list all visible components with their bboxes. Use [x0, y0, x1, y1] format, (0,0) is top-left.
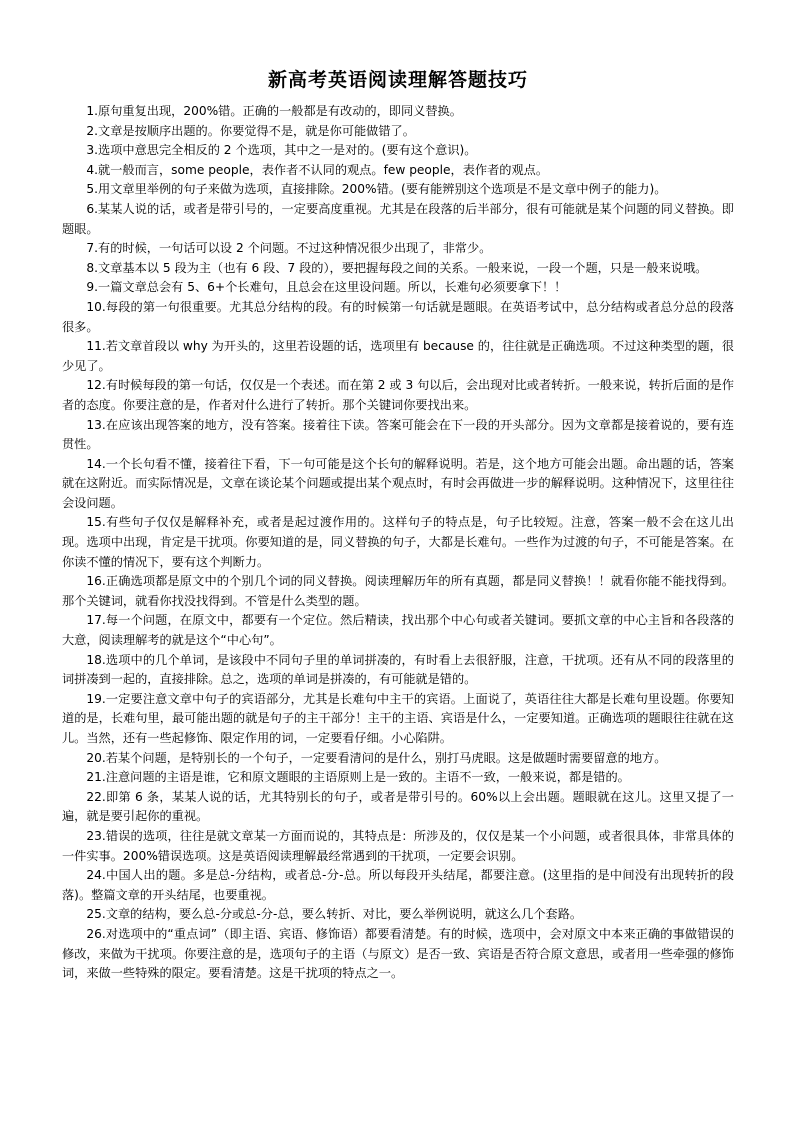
tip-item: 15.有些句子仅仅是解释补充，或者是起过渡作用的。这样句子的特点是，句子比较短。注意，答案一般不会在这儿出现。选项中出现，肯定是干扰项。你要知道的是，同义替换的句子，大都是长难句。一些作为过渡的句子，不可能是答案。在你读不懂的情况下，要有这个判断力。: [62, 515, 734, 569]
document-page: [62, 66, 734, 984]
tip-item: 19.一定要注意文章中句子的宾语部分，尤其是长难句中主干的宾语。上面说了，英语往往大都是长难句里设题。你要知道的是，长难句里，最可能出题的就是句子的主干部分！主干的主语、宾语是什么，一定要知道。正确选项的题眼往往就在这儿。当然，还有一些起修饰、限定作用的词，一定要看仔细。小心陷阱。: [62, 691, 734, 745]
tip-item: 4.就一般而言，some people，表作者不认同的观点。few people，表作者的观点。: [86, 162, 549, 177]
tip-item: 21.注意问题的主语是谁，它和原文题眼的主语原则上是一致的。主语不一致，一般来说，都是错的。: [86, 770, 630, 785]
tip-item: 10.每段的第一句很重要。尤其总分结构的段。有的时候第一句话就是题眼。在英语考试中，总分结构或者总分总的段落很多。: [62, 299, 734, 334]
tip-item: 25.文章的结构，要么总-分或总-分-总，要么转折、对比，要么举例说明，就这么几个套路。: [86, 907, 583, 922]
tip-item: 6.某某人说的话，或者是带引号的，一定要高度重视。尤其是在段落的后半部分，很有可能就是某个问题的同义替换。即题眼。: [62, 201, 734, 236]
tip-item: 13.在应该出现答案的地方，没有答案。接着往下读。答案可能会在下一段的开头部分。因为文章都是接着说的，要有连贯性。: [62, 417, 734, 452]
tip-item: 14.一个长句看不懂，接着往下看，下一句可能是这个长句的解释说明。若是，这个地方可能会出题。命出题的话，答案就在这附近。而实际情况是，文章在谈论某个问题或提出某个观点时，有时会再做进一步的解释说明。这种情况下，这里往往会设问题。: [62, 456, 734, 510]
tip-item: 8.文章基本以 5 段为主（也有 6 段、7 段的），要把握每段之间的关系。一般来说，一段一个题，只是一般来说哦。: [86, 260, 708, 275]
tip-item: 20.若某个问题，是特别长的一个句子，一定要看清问的是什么，别打马虎眼。这是做题时需要留意的地方。: [86, 750, 667, 765]
tip-item: 24.中国人出的题。多是总-分结构，或者总-分-总。所以每段开头结尾，都要注意。(这里指的是中间没有出现转折的段落)。整篇文章的开头结尾，也要重视。: [62, 868, 734, 902]
tip-item: 2.文章是按顺序出题的。你要觉得不是，就是你可能做错了。: [86, 123, 415, 138]
tip-item: 26.对选项中的“重点词”（即主语、宾语、修饰语）都要看清楚。有的时候，选项中，会对原文中本来正确的事做错误的修改，来做为干扰项。你要注意的是，选项句子的主语（与原文）是否一致、宾语是否符合原文意思，或者用一些牵强的修饰词，来做一些特殊的限定。要看清楚。这是干扰项的特点之一。: [62, 926, 734, 981]
tip-item: 16.正确选项都是原文中的个别几个词的同义替换。阅读理解历年的所有真题，都是同义替换！！就看你能不能找得到。那个关键词，就看你找没找得到。不管是什么类型的题。: [62, 574, 734, 608]
tip-item: 12.有时候每段的第一句话，仅仅是一个表述。而在第 2 或 3 句以后，会出现对比或者转折。一般来说，转折后面的是作者的态度。你要注意的是，作者对什么进行了转折。那个关键词你要找出来。: [62, 378, 734, 412]
tip-item: 5.用文章里举例的句子来做为选项，直接排除。200%错。(要有能辨别这个选项是不是文章中例子的能力)。: [86, 182, 667, 197]
tip-item: 1.原句重复出现，200%错。正确的一般都是有改动的，即同义替换。: [86, 104, 462, 118]
tips-list: [62, 102, 734, 984]
document-title: 新高考英语阅读理解答题技巧: [267, 69, 528, 91]
tip-item: 22.即第 6 条，某某人说的话，尤其特别长的句子，或者是带引号的。60%以上会出题。题眼就在这儿。这里又提了一遍，就是要引起你的重视。: [62, 789, 734, 824]
tip-item: 11.若文章首段以 why 为开头的，这里若设题的话，选项里有 because 的，往往就是正确选项。不过这种类型的题，很少见了。: [62, 339, 734, 373]
tip-item: 7.有的时候，一句话可以设 2 个问题。不过这种情况很少出现了，非常少。: [86, 241, 492, 256]
tip-item: 18.选项中的几个单词，是该段中不同句子里的单词拼凑的，有时看上去很舒服，注意，干扰项。还有从不同的段落里的词拼凑到一起的，直接排除。总之，选项的单词是拼凑的，有可能就是错的。: [62, 652, 734, 687]
tip-item: 3.选项中意思完全相反的 2 个选项，其中之一是对的。(要有这个意识)。: [86, 143, 477, 158]
tip-item: 9.一篇文章总会有 5、6+个长难句，且总会在这里设问题。所以，长难句必须要拿下！！: [86, 280, 567, 295]
tip-item: 23.错误的选项，往往是就文章某一方面而说的，其特点是：所涉及的，仅仅是某一个小问题，或者很具体，非常具体的一件实事。200%错误选项。这是英语阅读理解最经常遇到的干扰项，一定要会识别。: [62, 828, 734, 863]
tip-item: 17.每一个问题，在原文中，都要有一个定位。然后精读，找出那个中心句或者关键词。要抓文章的中心主旨和各段落的大意，阅读理解考的就是这个“中心句”。: [62, 613, 734, 648]
